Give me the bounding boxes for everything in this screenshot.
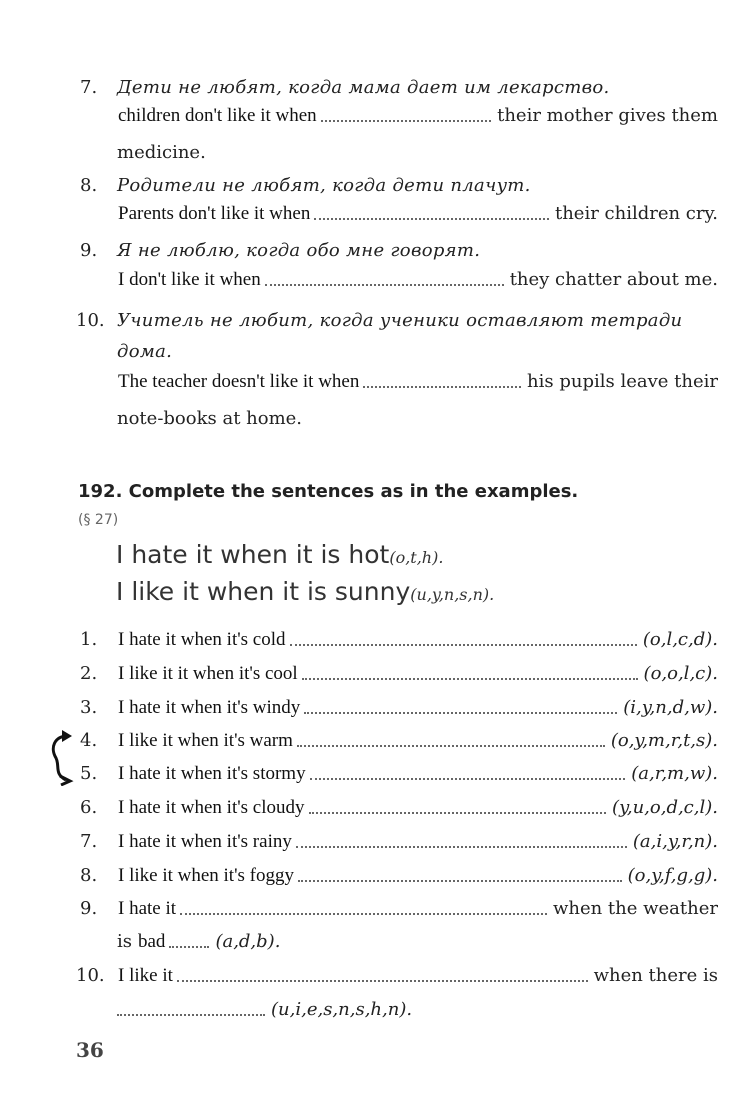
handwritten-answer: I hate it when it's stormy <box>118 763 306 784</box>
line-suffix: their mother gives them <box>497 105 718 126</box>
item-number: 7. <box>80 77 98 98</box>
handwritten-answer: I hate it when it's windy <box>118 697 301 718</box>
example-letters: (u,y,n,s,n). <box>410 585 495 604</box>
handwritten-answer: I don't like it when <box>118 269 261 290</box>
section-ref: (§ 27) <box>78 512 119 528</box>
line-suffix: (o,y,m,r,t,s). <box>610 730 718 751</box>
answer-line <box>118 204 718 224</box>
line-suffix: they chatter about me. <box>509 269 718 290</box>
handwritten-answer: The teacher doesn't like it when <box>118 371 360 392</box>
line-suffix: (o,y,f,g,g). <box>627 865 718 886</box>
letters-hint: (a,d,b). <box>215 931 281 952</box>
dotted-line <box>302 678 638 680</box>
exercise-title: 192. Complete the sentences as in the examples. <box>78 481 579 502</box>
handwritten-answer: I hate it when it's cloudy <box>118 797 305 818</box>
example-sentence <box>116 540 443 573</box>
dotted-line <box>314 218 549 220</box>
page-number: 36 <box>76 1038 104 1062</box>
item-number: 8. <box>80 865 98 886</box>
dotted-line <box>297 745 605 747</box>
line-suffix: when there is <box>593 965 718 986</box>
item-number: 8. <box>80 175 98 196</box>
line-suffix: when the weather <box>552 898 718 919</box>
handwritten-answer: I like it when it's warm <box>118 730 293 751</box>
handwritten-answer: I hate it when it's cold <box>118 629 286 650</box>
dotted-line <box>290 644 637 646</box>
item-number: 10. <box>76 965 105 986</box>
line-prefix: is <box>117 931 132 952</box>
item-number: 9. <box>80 898 98 919</box>
line-suffix: his pupils leave their <box>527 371 718 392</box>
example-text: I like it when it is sunny <box>116 577 411 606</box>
exercise-answer-line <box>118 899 718 919</box>
handwritten-answer: bad <box>138 931 166 952</box>
answer-line-continuation <box>117 1000 412 1020</box>
item-number: 7. <box>80 831 98 852</box>
dotted-line <box>363 386 521 388</box>
answer-line <box>118 270 718 290</box>
exercise-answer-line <box>118 630 718 650</box>
line-suffix: their children cry. <box>554 203 718 224</box>
dotted-line <box>321 120 491 122</box>
exercise-answer-line <box>118 698 718 718</box>
line-suffix: (a,r,m,w). <box>631 763 718 784</box>
sentence-continuation: note-books at home. <box>117 408 303 429</box>
handwritten-answer: Parents don't like it when <box>118 203 311 224</box>
item-number: 4. <box>80 730 98 751</box>
item-number: 9. <box>80 240 98 261</box>
line-suffix: (a,i,y,r,n). <box>632 831 718 852</box>
item-number: 1. <box>80 629 98 650</box>
line-suffix: (o,o,l,c). <box>643 663 718 684</box>
handwritten-answer: I hate it <box>118 898 177 919</box>
dotted-line <box>310 778 626 780</box>
exercise-answer-line <box>118 866 718 886</box>
russian-sentence: Я не люблю, когда обо мне говорят. <box>117 240 481 261</box>
answer-line <box>118 106 718 126</box>
dotted-line <box>265 284 504 286</box>
dotted-line <box>296 846 627 848</box>
handwritten-answer: I like it when it's foggy <box>118 865 294 886</box>
exercise-answer-line <box>118 832 718 852</box>
handwritten-answer: children don't like it when <box>118 105 317 126</box>
exercise-answer-line <box>118 764 718 784</box>
letters-hint: (u,i,e,s,n,s,h,n). <box>271 999 413 1020</box>
exercise-answer-line <box>118 966 718 986</box>
example-text: I hate it when it is hot <box>116 540 390 569</box>
sentence-continuation: medicine. <box>117 142 206 163</box>
example-sentence <box>116 577 494 610</box>
answer-line <box>118 372 718 392</box>
dotted-line <box>117 1014 265 1016</box>
dotted-line <box>298 880 622 882</box>
russian-sentence: Дети не любят, когда мама дает им лекарство. <box>117 77 610 98</box>
exercise-answer-line <box>118 664 718 684</box>
line-suffix: (o,l,c,d). <box>642 629 718 650</box>
handwritten-answer: I like it <box>118 965 173 986</box>
item-number: 2. <box>80 663 98 684</box>
exercise-answer-line <box>118 731 718 751</box>
dotted-line <box>304 712 617 714</box>
dotted-line <box>169 946 209 948</box>
handwritten-answer: I like it it when it's cool <box>118 663 298 684</box>
russian-sentence: Родители не любят, когда дети плачут. <box>117 175 531 196</box>
curved-arrow-icon <box>46 728 74 786</box>
item-number: 10. <box>76 310 105 331</box>
item-number: 5. <box>80 763 98 784</box>
dotted-line <box>180 913 547 915</box>
item-number: 6. <box>80 797 98 818</box>
item-number: 3. <box>80 697 98 718</box>
example-letters: (o,t,h). <box>389 548 444 567</box>
russian-sentence: Учитель не любит, когда ученики оставляют тетради <box>117 310 683 331</box>
line-suffix: (y,u,o,d,c,l). <box>612 797 718 818</box>
dotted-line <box>177 980 588 982</box>
line-suffix: (i,y,n,d,w). <box>623 697 718 718</box>
answer-line-continuation <box>117 932 280 952</box>
dotted-line <box>309 812 607 814</box>
handwritten-answer: I hate it when it's rainy <box>118 831 292 852</box>
russian-sentence-cont: дома. <box>117 341 173 362</box>
exercise-answer-line <box>118 798 718 818</box>
